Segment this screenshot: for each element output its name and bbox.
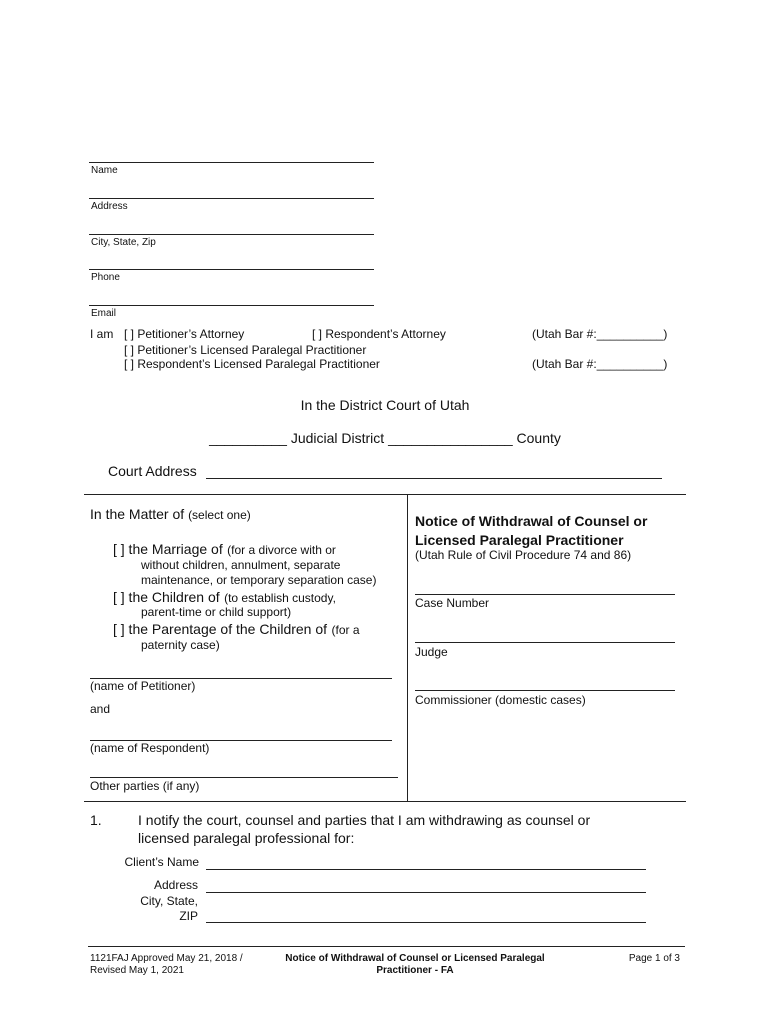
client-zip-label: ZIP	[179, 909, 198, 923]
matter-title-main: In the Matter of	[90, 506, 185, 522]
option-marriage-note: (for a divorce with or	[227, 543, 336, 557]
judge-line[interactable]	[415, 642, 675, 643]
footer-title-line2: Practitioner - FA	[376, 965, 454, 976]
court-address-label: Court Address	[108, 463, 197, 479]
and-label: and	[90, 702, 111, 716]
court-title: In the District Court of Utah	[300, 397, 470, 413]
judge-label: Judge	[415, 645, 448, 659]
option-parentage-line2: paternity case)	[141, 638, 220, 652]
option-children-note: (to establish custody,	[224, 591, 336, 605]
name-line[interactable]	[89, 162, 374, 163]
clients-name-label: Client’s Name	[124, 855, 199, 869]
client-city-state-zip-line[interactable]	[206, 922, 646, 923]
caption-top-rule	[84, 494, 686, 495]
city-state-zip-line[interactable]	[89, 234, 374, 235]
footer-form-line2: Revised May 1, 2021	[90, 965, 184, 976]
utah-bar-number-2: (Utah Bar #:__________)	[532, 357, 668, 371]
commissioner-label: Commissioner (domestic cases)	[415, 693, 586, 707]
option-children-main: [ ] the Children of	[113, 589, 220, 605]
option-parentage-main: [ ] the Parentage of the Children of	[113, 621, 328, 637]
caption-divider	[407, 494, 408, 802]
footer-title-line1: Notice of Withdrawal of Counsel or Licensed Paralegal	[285, 953, 545, 964]
matter-title	[90, 506, 251, 522]
notice-title-line2: Licensed Paralegal Practitioner	[415, 532, 624, 548]
petitioners-attorney-option[interactable]: [ ] Petitioner’s Attorney	[124, 327, 245, 341]
notice-title-line1: Notice of Withdrawal of Counsel or	[415, 513, 648, 529]
case-number-line[interactable]	[415, 594, 675, 595]
email-line[interactable]	[89, 305, 374, 306]
i-am-label: I am	[90, 327, 114, 341]
option-parentage-note: (for a	[331, 623, 360, 637]
case-number-label: Case Number	[415, 596, 490, 610]
utah-bar-number-1: (Utah Bar #:__________)	[532, 327, 668, 341]
city-state-zip-label: City, State, Zip	[91, 237, 156, 248]
matter-title-note: (select one)	[188, 508, 251, 522]
other-parties-label: Other parties (if any)	[90, 779, 200, 793]
section1-number: 1.	[90, 812, 102, 828]
petitioners-paralegal-option[interactable]: [ ] Petitioner’s Licensed Paralegal Practitioner	[124, 343, 367, 357]
address-line[interactable]	[89, 198, 374, 199]
option-marriage-main: [ ] the Marriage of	[113, 541, 223, 557]
section1-text-line2: licensed paralegal professional for:	[138, 830, 355, 846]
other-parties-line[interactable]	[90, 777, 398, 778]
petitioner-label: (name of Petitioner)	[90, 679, 196, 693]
footer-page-number: Page 1 of 3	[628, 953, 680, 964]
client-address-label: Address	[153, 878, 198, 892]
clients-name-line[interactable]	[206, 869, 646, 870]
caption-bottom-rule	[84, 801, 686, 802]
option-parentage[interactable]	[113, 621, 360, 639]
court-address-line[interactable]	[206, 478, 662, 479]
notice-rule: (Utah Rule of Civil Procedure 74 and 86)	[415, 548, 632, 562]
name-label: Name	[91, 165, 118, 176]
footer-form-line1: 1121FAJ Approved May 21, 2018 /	[90, 953, 243, 964]
option-marriage-line3: maintenance, or temporary separation case)	[141, 573, 377, 587]
respondents-attorney-option[interactable]: [ ] Respondent’s Attorney	[312, 327, 446, 341]
judicial-district-line: __________ Judicial District ________________ County	[209, 430, 561, 446]
client-address-line[interactable]	[206, 892, 646, 893]
respondents-paralegal-option[interactable]: [ ] Respondent’s Licensed Paralegal Practitioner	[124, 357, 380, 371]
option-marriage-line2: without children, annulment, separate	[141, 558, 341, 572]
address-label: Address	[91, 201, 128, 212]
respondent-label: (name of Respondent)	[90, 741, 210, 755]
phone-line[interactable]	[89, 269, 374, 270]
commissioner-line[interactable]	[415, 690, 675, 691]
phone-label: Phone	[91, 272, 120, 283]
option-marriage[interactable]	[113, 541, 336, 559]
client-city-state-label: City, State,	[140, 894, 198, 908]
section1-text-line1: I notify the court, counsel and parties that I am withdrawing as counsel or	[138, 812, 591, 828]
email-label: Email	[91, 308, 117, 319]
footer-rule	[88, 946, 685, 947]
option-children-line2: parent-time or child support)	[141, 605, 292, 619]
